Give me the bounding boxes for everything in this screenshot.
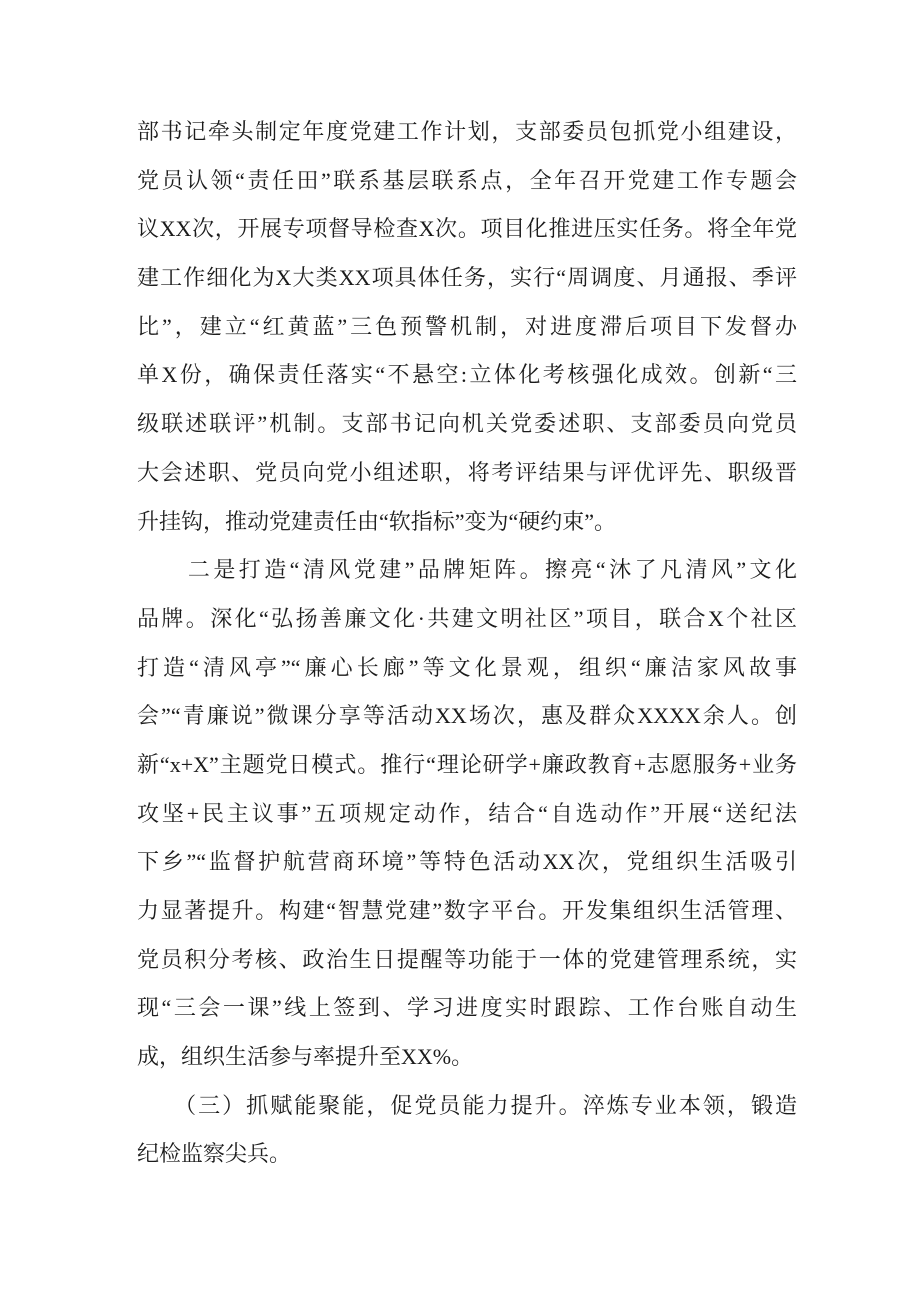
text-line: 品牌。深化“弘扬善廉文化·共建文明社区”项目，联合X个社区	[137, 605, 797, 631]
text-line: 部书记牵头制定年度党建工作计划，支部委员包抓党小组建设，	[137, 119, 797, 144]
text-line: 现“三会一课”线上签到、学习进度实时跟踪、工作台账自动生	[137, 995, 797, 1021]
text-line: 升挂钩，推动党建责任由“软指标”变为“硬约束”。	[137, 508, 617, 534]
text-line: 二是打造“清风党建”品牌矩阵。擦亮“沐了凡清风”文化	[137, 557, 797, 583]
text-line: 党员认领“责任田”联系基层联系点，全年召开党建工作专题会	[137, 167, 797, 193]
paragraph	[137, 546, 797, 1082]
text-line: 会”“青廉说”微课分享等活动XX场次，惠及群众XXXX余人。创	[137, 703, 797, 729]
text-line: 力显著提升。构建“智慧党建”数字平台。开发集组织生活管理、	[137, 898, 797, 923]
text-line: 大会述职、党员向党小组述职，将考评结果与评优评先、职级晋	[137, 459, 797, 485]
paragraph	[137, 108, 797, 546]
paragraph	[137, 1082, 797, 1179]
text-line: 攻坚+民主议事”五项规定动作，结合“自选动作”开展“送纪法	[137, 800, 797, 826]
text-line: 下乡”“监督护航营商环境”等特色活动XX次，党组织生活吸引	[137, 849, 797, 875]
text-line: 比”，建立“红黄蓝”三色预警机制，对进度滞后项目下发督办	[137, 313, 797, 339]
text-line: 纪检监察尖兵。	[137, 1141, 292, 1167]
text-line: 成，组织生活参与率提升至XX%。	[137, 1044, 474, 1070]
text-line: 打造“清风亭”“廉心长廊”等文化景观，组织“廉洁家风故事	[137, 654, 797, 680]
text-line: 级联述联评”机制。支部书记向机关党委述职、支部委员向党员	[137, 411, 797, 437]
text-line: 建工作细化为X大类XX项具体任务，实行“周调度、月通报、季评	[137, 265, 797, 291]
text-line: 党员积分考核、政治生日提醒等功能于一体的党建管理系统，实	[137, 946, 797, 972]
text-line: （三）抓赋能聚能，促党员能力提升。淬炼专业本领，锻造	[137, 1092, 797, 1118]
document-text	[137, 108, 797, 1179]
text-line: 单X份，确保责任落实“不悬空:立体化考核强化成效。创新“三	[137, 362, 797, 388]
text-line: 议XX次，开展专项督导检查X次。项目化推进压实任务。将全年党	[137, 216, 797, 242]
text-line: 新“x+X”主题党日模式。推行“理论研学+廉政教育+志愿服务+业务	[137, 751, 797, 777]
